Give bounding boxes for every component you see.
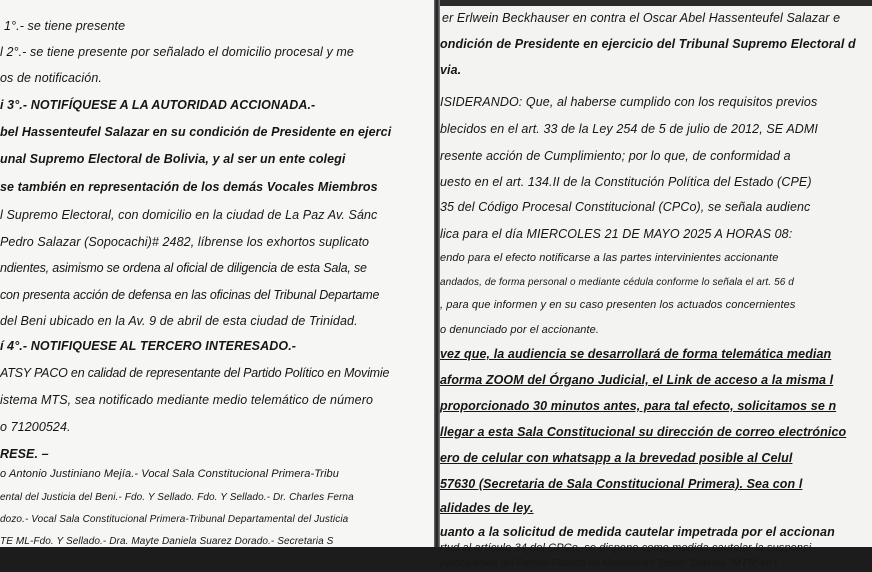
left-line-1: 1°.- se tiene presente [4,19,126,33]
right-line-10: endo para el efecto notificarse a las partes intervinientes accionante [440,252,779,264]
left-line-21: TE ML-Fdo. Y Sellado.- Dra. Mayte Daniela Suarez Dorado.- Secretaria S [0,536,334,547]
left-line-6: unal Supremo Electoral de Bolivia, y al ser un ente colegi [0,152,346,166]
right-line-5: blecidos en el art. 33 de la Ley 254 de 5 de julio de 2012, SE ADMI [440,122,819,136]
right-line-12: , para que informen y en su caso presenten los actuados concernientes [440,299,796,311]
left-line-20: dozo.- Vocal Sala Constitucional Primera-Tribunal Departamental del Justicia [0,514,349,525]
left-line-19: ental del Justicia del Beni.- Fdo. Y Sellado. Fdo. Y Sellado.- Dr. Charles Ferna [0,492,354,503]
right-line-4: ISIDERANDO: Que, al haberse cumplido con los requisitos previos [440,95,818,109]
left-line-3: os de notificación. [0,71,102,85]
right-document-page [440,0,872,569]
right-line-6: resente acción de Cumplimiento; por lo que, de conformidad a [440,149,791,163]
left-line-11: con presenta acción de defensa en las oficinas del Tribunal Departame [0,288,380,302]
left-document-page [0,0,434,547]
right-line-1: er Erlwein Beckhauser en contra el Oscar Abel Hassenteufel Salazar e [442,11,841,25]
right-line-21: uanto a la solicitud de medida cautelar impetrada por el accionan [440,525,835,539]
top-shadow [440,0,872,6]
right-line-11: andados, de forma personal o mediante cédula conforme lo señala el art. 56 d [440,277,794,288]
left-line-12: del Beni ubicado en la Av. 9 de abril de esta ciudad de Trinidad. [0,314,358,328]
right-line-18: ero de celular con whatsapp a la brevedad posible al Celul [440,451,793,465]
right-line-23: participación del Partido Político en Movimiento Tercer Sistema "MTS" en l [440,558,778,569]
right-line-20: alidades de ley. [440,501,534,515]
left-line-7: se también en representación de los demás Vocales Miembros [0,180,378,194]
right-line-7: uesto en el art. 134.II de la Constitución Política del Estado (CPE) [440,175,812,189]
right-line-8: 35 del Código Procesal Constitucional (CPCo), se señala audienc [440,200,811,214]
right-line-2: ondición de Presidente en ejercicio del Tribunal Supremo Electoral d [440,37,856,51]
right-line-13: o denunciado por el accionante. [440,324,600,336]
right-line-14: vez que, la audiencia se desarrollará de forma telemática median [440,347,832,361]
right-line-17: llegar a esta Sala Constitucional su dirección de correo electrónico [440,425,847,439]
left-line-10: ndientes, asimismo se ordena al oficial de diligencia de esta Sala, se [0,261,367,275]
right-line-3: via. [440,63,462,77]
right-line-19: 57630 (Secretaria de Sala Constitucional Primera). Sea con l [440,477,803,491]
right-line-15: aforma ZOOM del Órgano Judicial, el Link de acceso a la misma l [440,373,834,387]
right-line-16: proporcionado 30 minutos antes, para tal efecto, solicitamos se n [440,399,837,413]
left-line-9: Pedro Salazar (Sopocachi)# 2482, líbrense los exhortos suplicato [0,235,370,249]
left-line-17: RESE. – [0,447,49,461]
left-line-14: ATSY PACO en calidad de representante del Partido Político en Movimie [0,366,390,380]
left-line-16: o 71200524. [0,420,71,434]
left-line-15: istema MTS, sea notificado mediante medio telemático de número [0,393,374,407]
right-line-9: lica para el día MIERCOLES 21 DE MAYO 2025 A HORAS 08: [440,227,793,241]
left-line-18: o Antonio Justiniano Mejía.- Vocal Sala Constitucional Primera-Tribu [0,468,339,480]
left-line-4: i 3°.- NOTIFÍQUESE A LA AUTORIDAD ACCIONADA.- [0,98,316,112]
right-line-22: rtud al artículo 34 del CPCo, se dispone como medida cautelar la suspensi [440,542,812,554]
left-line-2: l 2°.- se tiene presente por señalado el domicilio procesal y me [0,45,354,59]
left-line-5: bel Hassenteufel Salazar en su condición de Presidente en ejerci [0,125,392,139]
left-line-8: l Supremo Electoral, con domicilio en la ciudad de La Paz Av. Sánc [0,208,378,222]
left-line-13: í 4°.- NOTIFIQUESE AL TERCERO INTERESADO.- [0,339,297,353]
